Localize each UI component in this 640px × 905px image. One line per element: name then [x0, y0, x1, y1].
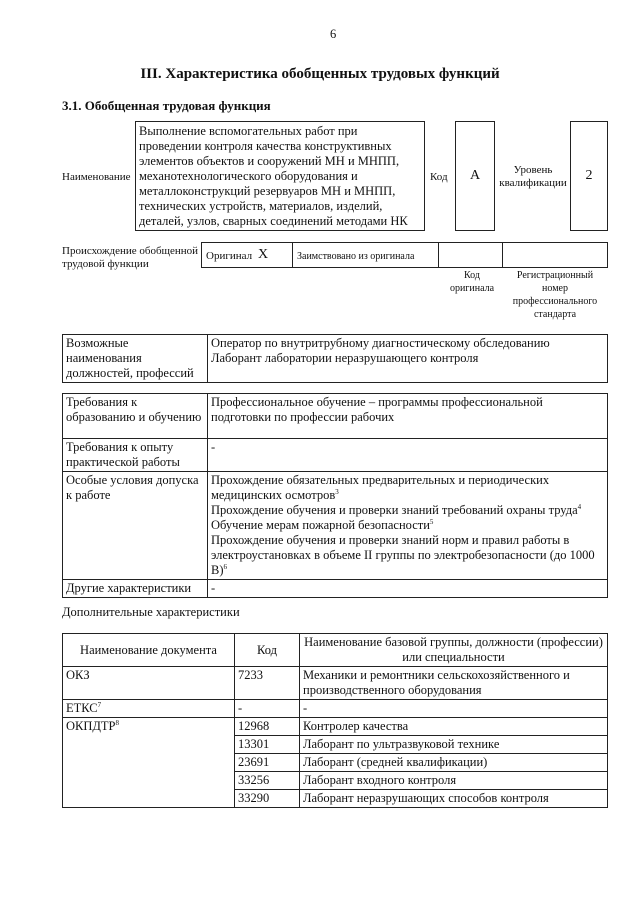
- etks-name: -: [300, 700, 608, 718]
- special-item-1-text: Прохождение обязательных предварительных и периодических медицинских осмотров: [211, 473, 550, 502]
- okpdtr-code-4: 33256: [235, 772, 300, 790]
- origin-borrowed-box: [292, 242, 439, 268]
- etks-code: -: [235, 700, 300, 718]
- col-code-header: Код: [235, 634, 300, 667]
- okpdtr-name-2: Лаборант по ультразвуковой технике: [300, 736, 608, 754]
- okpdtr-code-2: 13301: [235, 736, 300, 754]
- special-item-2: [211, 503, 604, 518]
- page-number: 6: [330, 27, 337, 41]
- origin-code-box: [438, 242, 503, 268]
- level-value-box: [570, 121, 608, 231]
- origin-label: Происхождение обобщенной трудовой функции: [62, 245, 199, 270]
- code-label: Код: [430, 171, 448, 183]
- code-original-label: Код оригинала: [449, 270, 495, 294]
- special-item-4: [211, 533, 604, 578]
- special-item-4-text: Прохождение обучения и проверки знаний норм и правил работы в электроустановках в объеме II группы по электробезопасности (до 1000 В): [211, 533, 595, 577]
- etks-doc-label: ЕТКС: [66, 701, 98, 715]
- okz-doc: ОКЗ: [63, 667, 235, 700]
- footnote-7: 7: [97, 700, 102, 709]
- reg-number-label: Регистрационный номер профессионального стандарта: [512, 270, 598, 320]
- experience-value: -: [208, 439, 608, 472]
- special-item-3: [211, 518, 604, 533]
- special-item-3-text: Обучение мерам пожарной безопасности: [211, 518, 430, 532]
- okpdtr-code-3: 23691: [235, 754, 300, 772]
- okpdtr-name-1: Контролер качества: [300, 718, 608, 736]
- okpdtr-doc-label: ОКПДТР: [66, 719, 116, 733]
- section-title: III. Характеристика обобщенных трудовых функций: [140, 66, 500, 82]
- positions-label: Возможные наименования должностей, профессий: [63, 335, 208, 383]
- okz-code: 7233: [235, 667, 300, 700]
- code-value-box: [455, 121, 495, 231]
- col-name-header: Наименование базовой группы, должности (профессии) или специальности: [300, 634, 608, 667]
- etks-doc: [63, 700, 235, 718]
- position-1: Оператор по внутритрубному диагностическому обследованию: [211, 336, 550, 350]
- special-item-2-text: Прохождение обучения и проверки знаний требований охраны труда: [211, 503, 578, 517]
- okpdtr-code-1: 12968: [235, 718, 300, 736]
- okpdtr-name-4: Лаборант входного контроля: [300, 772, 608, 790]
- okpdtr-name-3: Лаборант (средней квалификации): [300, 754, 608, 772]
- subsection-title: 3.1. Обобщенная трудовая функция: [62, 98, 271, 113]
- special-label: Особые условия допуска к работе: [63, 472, 208, 580]
- origin-original-label: Оригинал: [206, 250, 253, 262]
- education-value: Профессиональное обучение – программы профессиональной подготовки по профессии рабочих: [208, 394, 608, 439]
- education-label: Требования к образованию и обучению: [63, 394, 208, 439]
- code-value: A: [469, 168, 481, 183]
- function-name-box: [135, 121, 425, 231]
- level-value: 2: [585, 168, 593, 183]
- footnote-5: 5: [429, 517, 434, 526]
- footnote-8: 8: [115, 718, 120, 727]
- footnote-6: 6: [223, 562, 227, 571]
- other-value: -: [208, 580, 608, 598]
- origin-original-box: [201, 242, 293, 268]
- other-label: Другие характеристики: [63, 580, 208, 598]
- origin-original-mark: X: [258, 247, 269, 262]
- additional-title: Дополнительные характеристики: [62, 605, 240, 619]
- okpdtr-name-5: Лаборант неразрушающих способов контроля: [300, 790, 608, 808]
- name-label: Наименование: [62, 171, 131, 183]
- col-doc-header: Наименование документа: [63, 634, 235, 667]
- okz-name: Механики и ремонтники сельскохозяйственного и производственного оборудования: [300, 667, 608, 700]
- level-label: Уровень квалификации: [499, 164, 567, 189]
- positions-values: [208, 335, 608, 383]
- requirements-table: [62, 393, 608, 598]
- position-2: Лаборант лаборатории неразрушающего контроля: [211, 351, 479, 365]
- okpdtr-code-5: 33290: [235, 790, 300, 808]
- origin-borrowed-label: Заимствовано из оригинала: [297, 251, 415, 262]
- function-name: Выполнение вспомогательных работ при проведении контроля качества конструктивных элементов объектов и сооружений МН и МНПП, механотехнологического оборудования и металлоконструкций резервуаров МН и МНПП, технических устройств, материалов, изделий, деталей, узлов, сварных соединений методами НК: [139, 124, 408, 228]
- special-item-1: [211, 473, 604, 503]
- special-values: [208, 472, 608, 580]
- footnote-3: 3: [335, 487, 339, 496]
- origin-reg-box: [502, 242, 608, 268]
- additional-table: [62, 633, 608, 808]
- positions-table: [62, 334, 608, 383]
- footnote-4: 4: [577, 502, 582, 511]
- experience-label: Требования к опыту практической работы: [63, 439, 208, 472]
- okpdtr-doc: [63, 718, 235, 808]
